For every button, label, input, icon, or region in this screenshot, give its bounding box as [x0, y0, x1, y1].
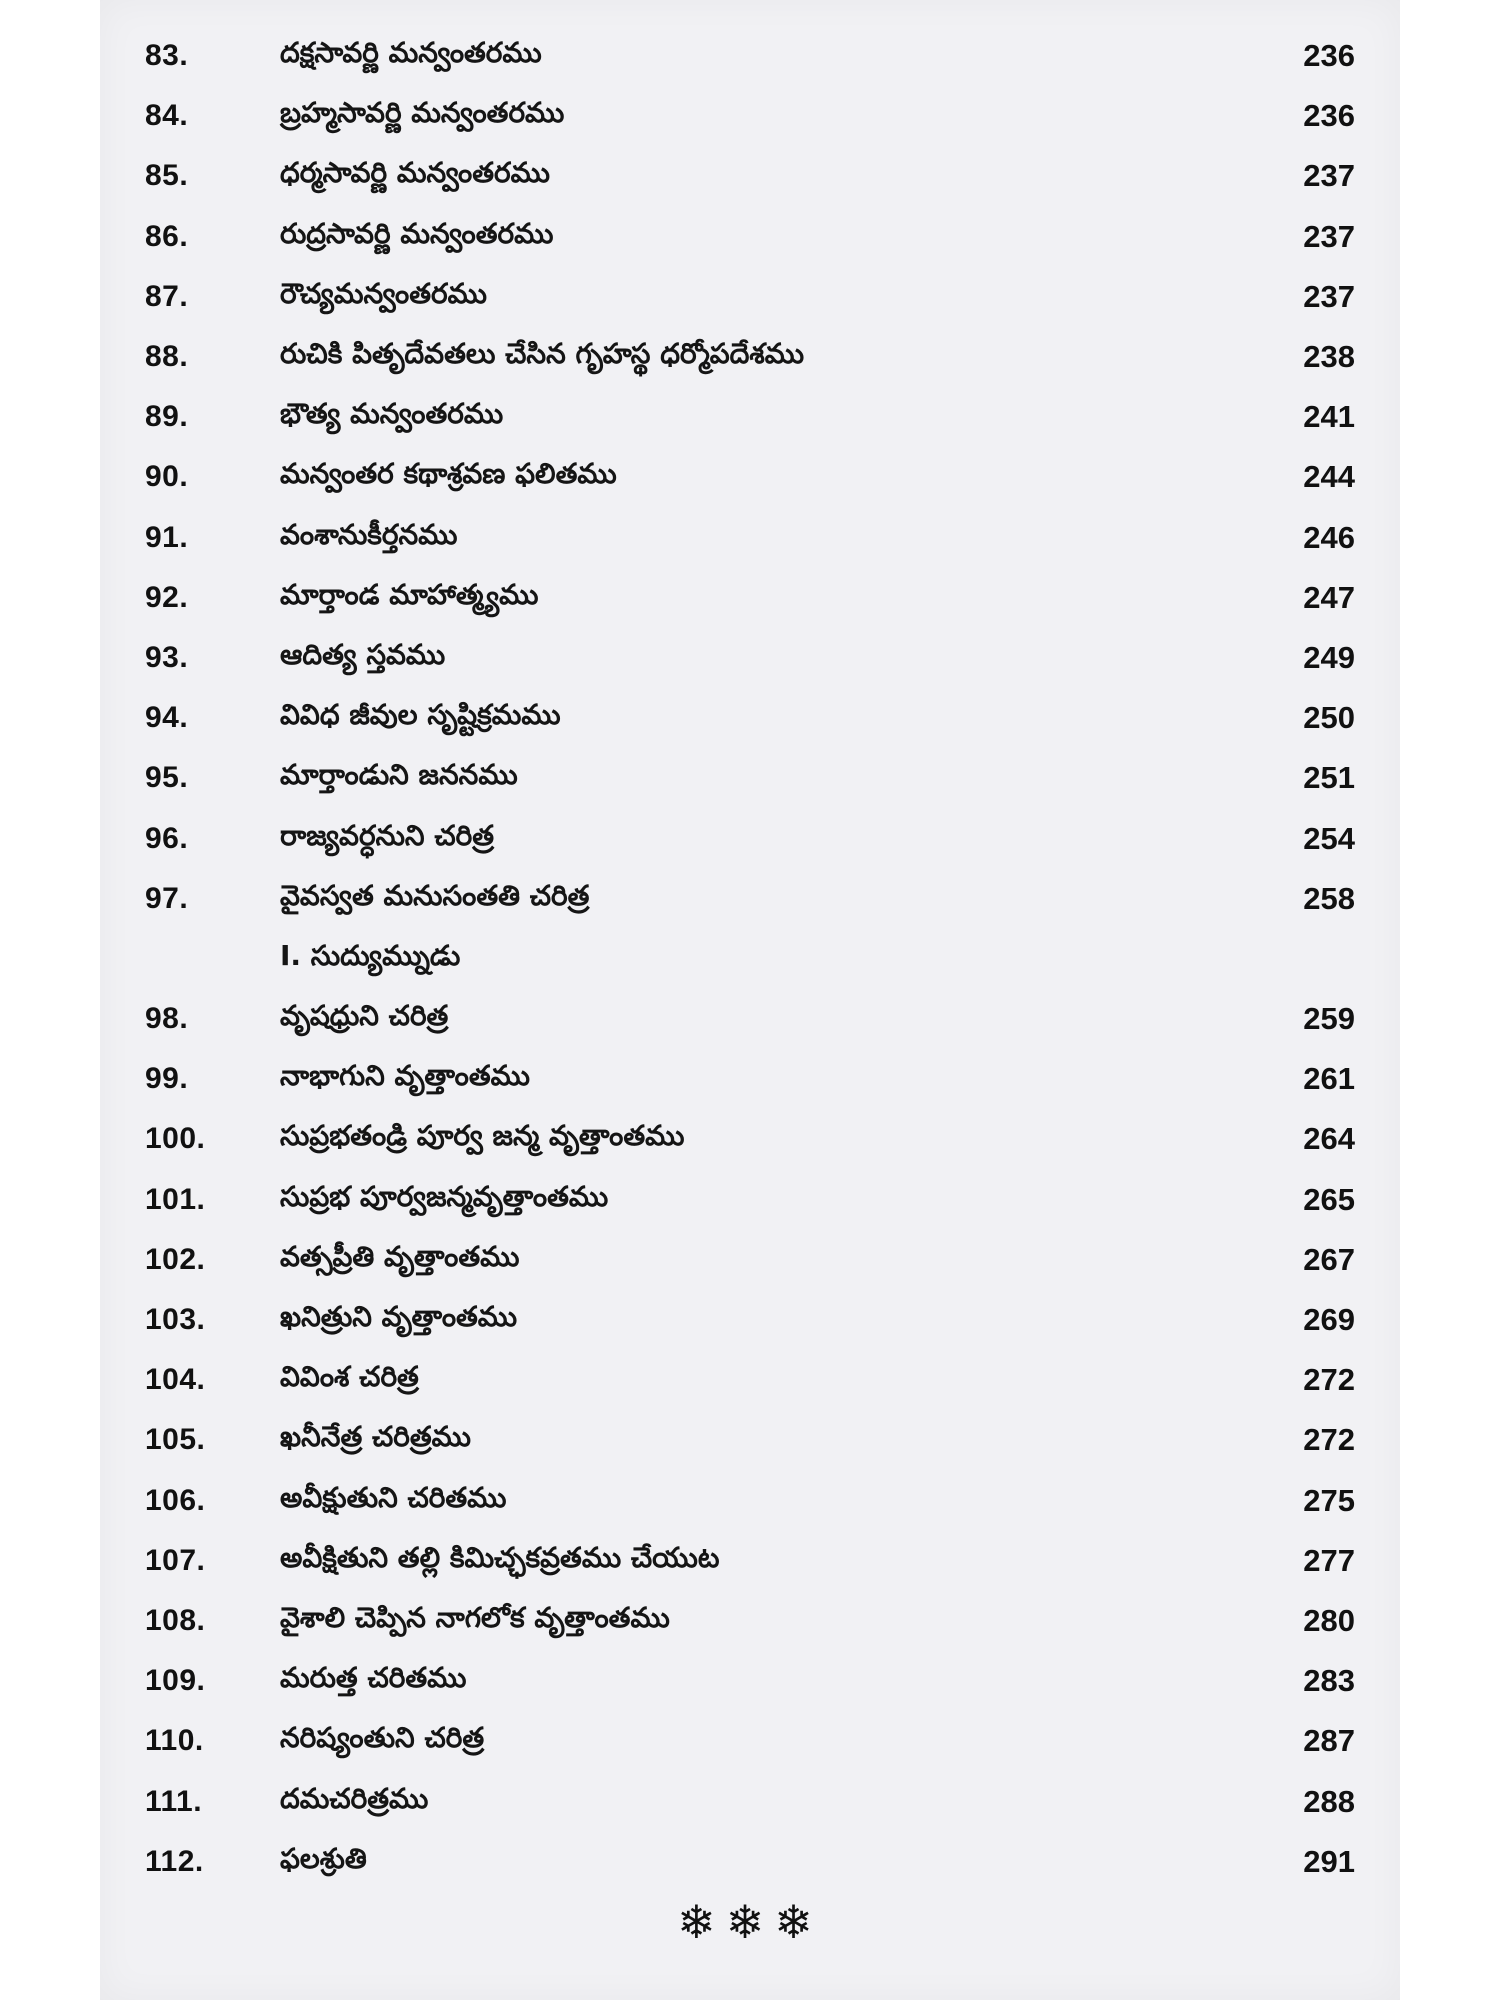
chapter-number: 94.: [145, 701, 189, 735]
page-number: 283: [1303, 1663, 1355, 1699]
page-number: 272: [1303, 1362, 1355, 1398]
page-number: 237: [1303, 218, 1355, 254]
chapter-title: ఆదిత్య స్తవము: [280, 637, 446, 671]
toc-entry: [145, 1170, 1375, 1230]
page-number: 275: [1303, 1482, 1355, 1518]
chapter-number: 85.: [145, 159, 189, 193]
chapter-title: వైశాలి చెప్పిన నాగలోక వృత్తాంతము: [280, 1600, 670, 1634]
chapter-number: 108.: [145, 1603, 206, 1637]
chapter-number: 106.: [145, 1483, 206, 1517]
snowflake-ornament-icon: ❄❄❄: [677, 1895, 823, 1949]
toc-entry: [145, 207, 1375, 267]
chapter-number: 107.: [145, 1543, 206, 1577]
toc-entry: [145, 1230, 1375, 1290]
toc-entry: [145, 1290, 1375, 1350]
page-number: 237: [1303, 278, 1355, 314]
chapter-title: మార్తాండుని జననము: [280, 758, 518, 792]
page-number: 241: [1303, 399, 1355, 435]
chapter-title: రాజ్యవర్ధనుని చరిత్ర: [280, 818, 494, 852]
chapter-number: 89.: [145, 400, 189, 434]
chapter-title: దమచరిత్రము: [280, 1781, 429, 1815]
chapter-title: వంశానుకీర్తనము: [280, 517, 458, 551]
chapter-title: ధర్మసావర్ణి మన్వంతరము: [280, 156, 550, 190]
chapter-title: రుచికి పితృదేవతలు చేసిన గృహస్థ ధర్మోపదేశము: [280, 337, 805, 371]
chapter-number: 109.: [145, 1664, 206, 1698]
chapter-number: 102.: [145, 1242, 206, 1276]
page-number: 236: [1303, 38, 1355, 74]
chapter-title: I. సుద్యుమ్నుడు: [280, 938, 461, 972]
chapter-number: 105.: [145, 1423, 206, 1457]
chapter-number: 97.: [145, 881, 189, 915]
page-number: 237: [1303, 158, 1355, 194]
toc-entry: [145, 267, 1375, 327]
page-number: 236: [1303, 98, 1355, 134]
page-number: 254: [1303, 820, 1355, 856]
page-number: 269: [1303, 1302, 1355, 1338]
chapter-title: అవీక్షుతుని చరితము: [280, 1480, 507, 1514]
chapter-title: సుప్రభతండ్రి పూర్వ జన్మ వృత్తాంతము: [280, 1119, 685, 1153]
toc-entry: [145, 808, 1375, 868]
toc-entry: [145, 748, 1375, 808]
toc-entry: [145, 387, 1375, 447]
chapter-title: మార్తాండ మాహాత్మ్యము: [280, 577, 539, 611]
toc-entry: [145, 1109, 1375, 1169]
toc-entry: [145, 568, 1375, 628]
chapter-number: 98.: [145, 1002, 189, 1036]
page-number: 265: [1303, 1181, 1355, 1217]
toc-entry: [145, 1832, 1375, 1892]
chapter-title: బ్రహ్మసావర్ణి మన్వంతరము: [280, 96, 565, 130]
chapter-number: 93.: [145, 640, 189, 674]
page-number: 288: [1303, 1783, 1355, 1819]
page-number: 244: [1303, 459, 1355, 495]
page-number: 287: [1303, 1723, 1355, 1759]
chapter-number: 99.: [145, 1062, 189, 1096]
chapter-title: వృషధ్రుని చరిత్ర: [280, 999, 449, 1033]
page-number: 280: [1303, 1602, 1355, 1638]
chapter-title: ఖనిత్రుని వృత్తాంతము: [280, 1300, 518, 1334]
page-number: 249: [1303, 639, 1355, 675]
toc-entry: [145, 1410, 1375, 1470]
toc-entry: [145, 869, 1375, 929]
chapter-title: వైవస్వత మనుసంతతి చరిత్ర: [280, 878, 590, 912]
chapter-title: సుప్రభ పూర్వజన్మవృత్తాంతము: [280, 1179, 609, 1213]
toc-entry: [145, 447, 1375, 507]
toc-entry: [145, 1591, 1375, 1651]
toc-entry: [145, 929, 1375, 989]
toc-entry: [145, 688, 1375, 748]
chapter-title: భౌత్య మన్వంతరము: [280, 397, 504, 431]
page-number: 291: [1303, 1843, 1355, 1879]
chapter-number: 91.: [145, 520, 189, 554]
chapter-title: దక్షసావర్ణి మన్వంతరము: [280, 36, 542, 70]
chapter-number: 100.: [145, 1122, 206, 1156]
page-number: 247: [1303, 579, 1355, 615]
chapter-title: వివిధ జీవుల సృష్టిక్రమము: [280, 698, 561, 732]
chapter-title: అవీక్షితుని తల్లి కిమిచ్ఛకవ్రతము చేయుట: [280, 1540, 720, 1574]
page-number: 246: [1303, 519, 1355, 555]
toc-entry: [145, 26, 1375, 86]
chapter-number: 84.: [145, 99, 189, 133]
toc-entry: [145, 1350, 1375, 1410]
page-number: 277: [1303, 1542, 1355, 1578]
chapter-title: మరుత్త చరితము: [280, 1661, 467, 1695]
chapter-title: నరిష్యంతుని చరిత్ర: [280, 1721, 485, 1755]
chapter-number: 111.: [145, 1784, 203, 1818]
chapter-number: 103.: [145, 1303, 206, 1337]
chapter-title: రుద్రసావర్ణి మన్వంతరము: [280, 216, 554, 250]
toc-entry: [145, 508, 1375, 568]
toc-entry: [145, 1531, 1375, 1591]
chapter-title: ఫలశ్రుతి: [280, 1841, 367, 1875]
toc-entry: [145, 1049, 1375, 1109]
chapter-number: 112.: [145, 1844, 204, 1878]
chapter-number: 96.: [145, 821, 189, 855]
chapter-title: వత్సప్రీతి వృత్తాంతము: [280, 1239, 520, 1273]
chapter-title: రౌచ్యమన్వంతరము: [280, 276, 487, 310]
page-number: 238: [1303, 339, 1355, 375]
table-of-contents: [145, 26, 1375, 1892]
page-number: 250: [1303, 700, 1355, 736]
page-number: 258: [1303, 880, 1355, 916]
chapter-number: 92.: [145, 580, 189, 614]
page-number: 259: [1303, 1001, 1355, 1037]
chapter-number: 86.: [145, 219, 189, 253]
chapter-title: మన్వంతర కథాశ్రవణ ఫలితము: [280, 457, 617, 491]
chapter-number: 110.: [145, 1724, 204, 1758]
page-number: 264: [1303, 1121, 1355, 1157]
chapter-number: 88.: [145, 340, 189, 374]
chapter-title: నాభాగుని వృత్తాంతము: [280, 1059, 530, 1093]
toc-entry: [145, 628, 1375, 688]
chapter-number: 87.: [145, 279, 189, 313]
page-number: 267: [1303, 1241, 1355, 1277]
page-number: 261: [1303, 1061, 1355, 1097]
page-number: 272: [1303, 1422, 1355, 1458]
toc-entry: [145, 989, 1375, 1049]
toc-entry: [145, 1651, 1375, 1711]
toc-entry: [145, 327, 1375, 387]
toc-entry: [145, 1711, 1375, 1771]
chapter-number: 90.: [145, 460, 189, 494]
chapter-number: 95.: [145, 761, 189, 795]
toc-entry: [145, 86, 1375, 146]
toc-entry: [145, 146, 1375, 206]
chapter-number: 101.: [145, 1182, 206, 1216]
toc-entry: [145, 1471, 1375, 1531]
toc-entry: [145, 1771, 1375, 1831]
chapter-title: వివింశ చరిత్ర: [280, 1360, 419, 1394]
chapter-title: ఖనీనేత్ర చరిత్రము: [280, 1420, 471, 1454]
page-number: 251: [1303, 760, 1355, 796]
chapter-number: 83.: [145, 39, 189, 73]
chapter-number: 104.: [145, 1363, 206, 1397]
